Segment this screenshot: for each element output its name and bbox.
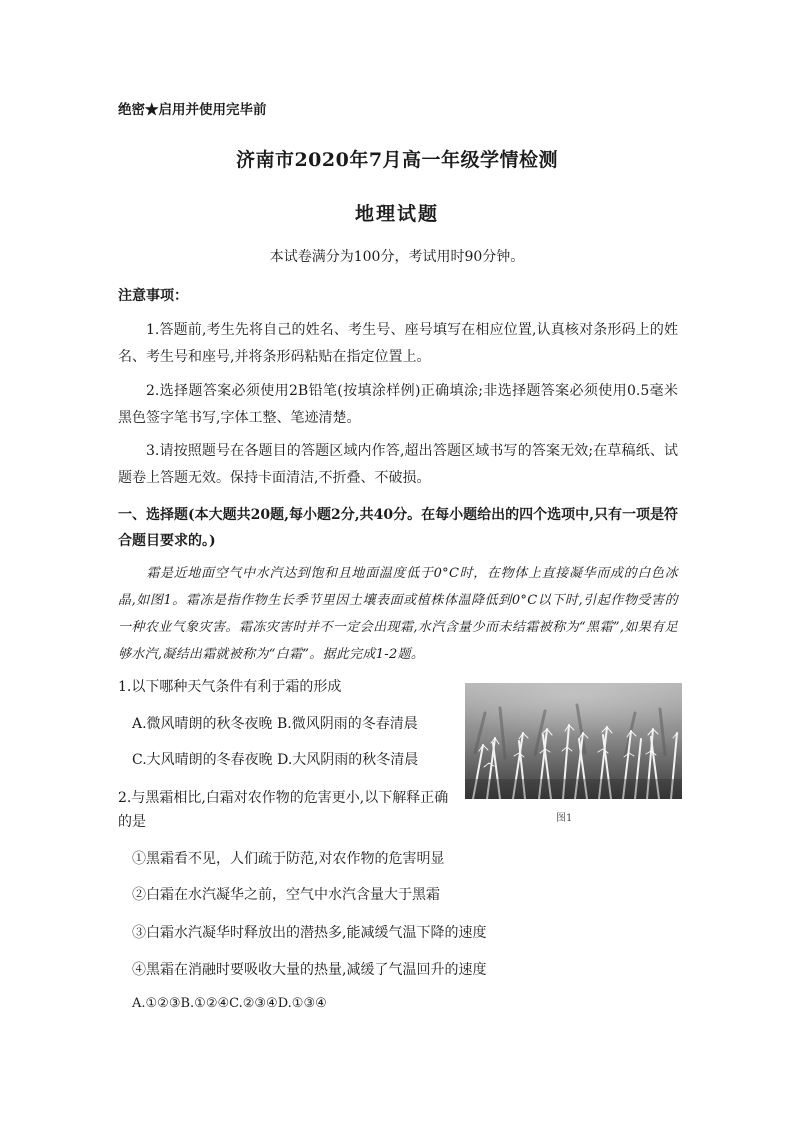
question-2-options: A.①②③B.①②④C.②③④D.①③④: [132, 996, 327, 1011]
notice-item-3-text: 3.请按照题号在各题目的答题区域内作答,超出答题区域书写的答案无效;在草稿纸、试题卷上答题无效。保持卡面清洁,不折叠、不破损。: [118, 443, 678, 486]
subject-title: 地理试题: [354, 203, 439, 225]
question-2-stem: 2.与黑霜相比,白霜对农作物的危害更小,以下解释正确的是: [118, 790, 449, 830]
frost-grass-illustration: [465, 683, 682, 799]
notice-item-1: [118, 317, 678, 371]
question-2-statement-1: ①黑霜看不见，人们疏于防范,对农作物的危害明显: [132, 851, 445, 867]
notice-item-1-text: 1.答题前,考生先将自己的姓名、考生号、座号填写在相应位置,认真核对条形码上的姓名、考生号和座号,并将条形码粘贴在指定位置上。: [118, 322, 678, 365]
reading-material: [118, 560, 678, 668]
question-2-statement-3: ③白霜水汽凝华时释放出的潜热多,能减缓气温下降的速度: [132, 925, 487, 941]
exam-title: 济南市2020年7月高一年级学情检测: [235, 149, 559, 171]
notice-item-3: [118, 438, 678, 492]
exam-intro: 本试卷满分为100分，考试用时90分钟。: [269, 249, 525, 265]
notice-item-2: [118, 378, 678, 432]
question-2-statement-4: ④黑霜在消融时要吸收大量的热量,减缓了气温回升的速度: [132, 962, 487, 978]
notice-item-2-text: 2.选择题答案必须使用2B铅笔(按填涂样例)正确填涂;非选择题答案必须使用0.5毫米黑色签字笔书写,字体工整、笔迹清楚。: [118, 383, 678, 426]
frost-grass-photo: [465, 683, 682, 799]
question-1-stem: 1.以下哪种天气条件有利于霜的形成: [118, 679, 342, 695]
section-heading: 一、选择题(本大题共20题,每小题2分,共40分。在每小题给出的四个选项中,只有一项是符合题目要求的。): [118, 507, 678, 549]
question-2-statement-2: ②白霜在水汽凝华之前，空气中水汽含量大于黑霜: [132, 887, 440, 903]
reading-material-text: 霜是近地面空气中水汽达到饱和且地面温度低于0°C时，在物体上直接凝华而成的白色冰晶,如图1。霜冻是指作物生长季节里因土壤表面或植株体温降低到0°C以下时,引起作物受害的一种农业气象灾害。霜冻灾害时并不一定会出现霜,水汽含量少而未结霜被称为“黑霜”,如果有足够水汽,凝结出霜就被称为“白霜”。据此完成1-2题。: [118, 566, 678, 662]
figure-caption: 图1: [556, 813, 573, 824]
question-1-options-ab: A.微风晴朗的秋冬夜晚 B.微风阴雨的冬春清晨: [132, 716, 418, 732]
question-1-options-cd: C.大风晴朗的冬春夜晚 D.大风阴雨的秋冬清晨: [132, 752, 419, 768]
confidential-label: 绝密★启用并使用完毕前: [118, 102, 267, 118]
notice-heading: 注意事项：: [118, 288, 188, 304]
